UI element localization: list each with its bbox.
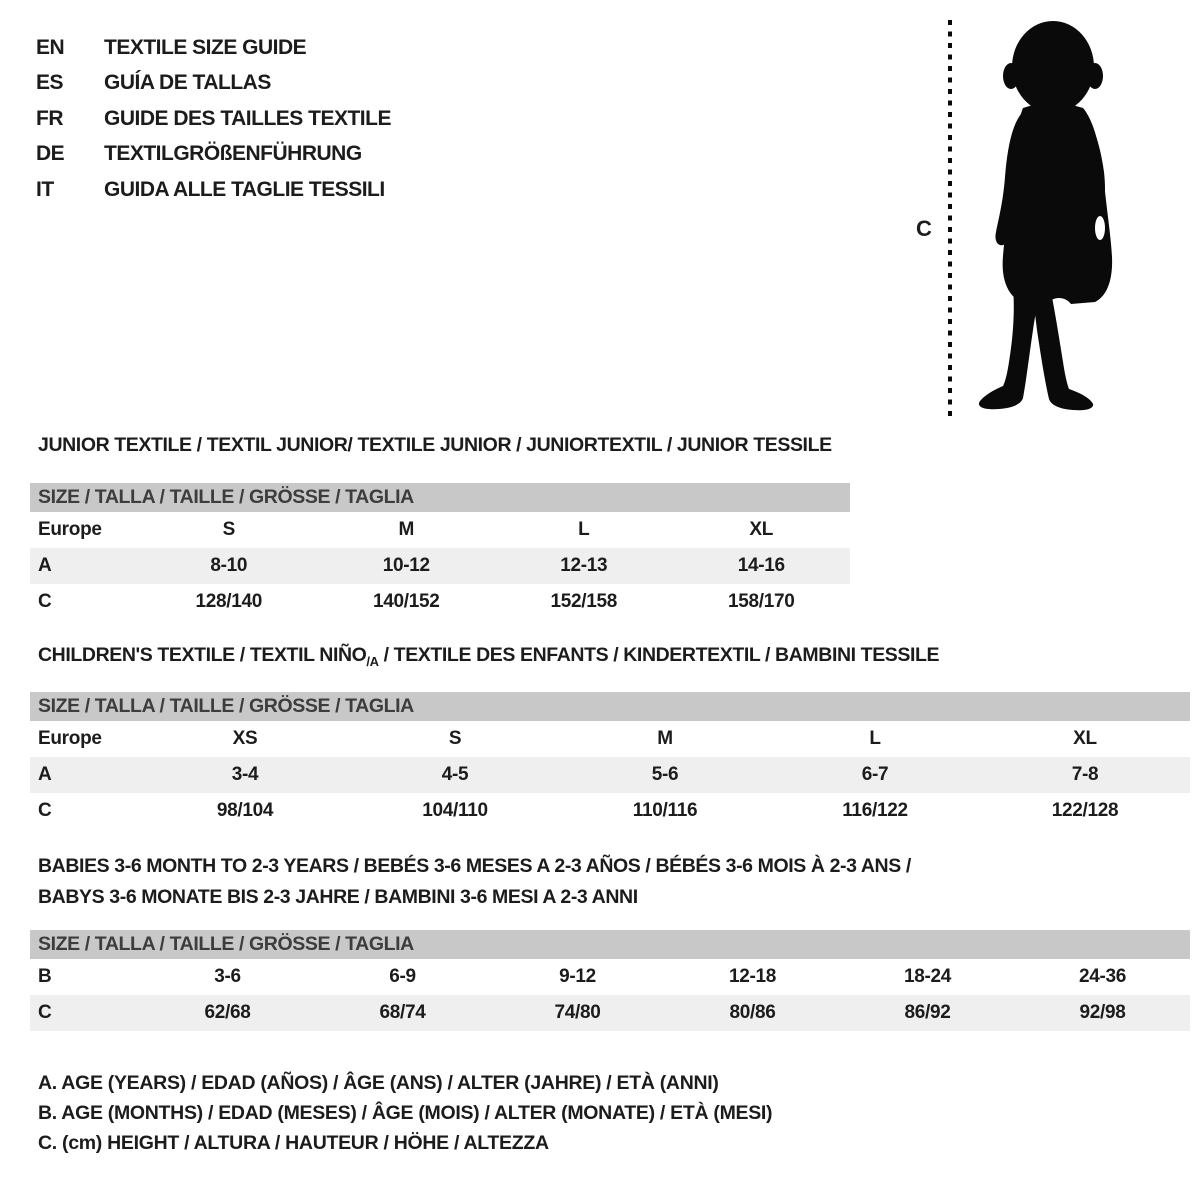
age-cell: 8-10	[210, 555, 248, 576]
children-section-title	[38, 644, 939, 669]
table-row	[30, 512, 850, 548]
language-code: FR	[36, 106, 63, 130]
language-code: EN	[36, 35, 65, 59]
babies-size-table	[30, 930, 1190, 1031]
row-label: C	[38, 1002, 52, 1023]
size-header-band: SIZE / TALLA / TAILLE / GRÖSSE / TAGLIA	[30, 692, 1190, 721]
table-row	[30, 584, 850, 620]
size-cell: M	[398, 519, 415, 540]
height-cell: 116/122	[842, 800, 908, 821]
junior-size-table	[30, 483, 850, 620]
children-title-prefix: CHILDREN'S TEXTILE / TEXTIL NIÑO	[38, 644, 367, 666]
age-cell: 12-18	[728, 966, 777, 987]
row-label: B	[38, 966, 52, 987]
height-cell: 68/74	[379, 1002, 426, 1023]
note-height-cm: C. (cm) HEIGHT / ALTURA / HAUTEUR / HÖHE / ALTEZZA	[38, 1132, 549, 1154]
language-row	[36, 137, 391, 173]
age-cell: 6-7	[861, 764, 889, 785]
guide-title: GUIDA ALLE TAGLIE TESSILI	[104, 177, 385, 201]
language-row	[36, 172, 391, 208]
table-row	[30, 548, 850, 584]
height-cell: 152/158	[550, 591, 618, 612]
language-code: IT	[36, 177, 54, 201]
height-cell: 110/116	[632, 800, 698, 821]
row-label: A	[38, 555, 52, 576]
size-header-band: SIZE / TALLA / TAILLE / GRÖSSE / TAGLIA	[30, 483, 850, 512]
language-title-list	[36, 30, 391, 208]
age-cell: 18-24	[903, 966, 952, 987]
age-cell: 4-5	[441, 764, 469, 785]
toddler-silhouette-icon	[933, 12, 1148, 422]
table-row	[30, 959, 1190, 995]
language-code: ES	[36, 71, 64, 95]
size-cell: S	[448, 728, 462, 749]
note-age-months: B. AGE (MONTHS) / EDAD (MESES) / ÂGE (MOIS) / ALTER (MONATE) / ETÀ (MESI)	[38, 1102, 773, 1124]
babies-section-title	[38, 851, 911, 913]
note-age-years: A. AGE (YEARS) / EDAD (AÑOS) / ÂGE (ANS) / ALTER (JAHRE) / ETÀ (ANNI)	[38, 1072, 719, 1094]
table-row	[30, 721, 1190, 757]
junior-section-title: JUNIOR TEXTILE / TEXTIL JUNIOR/ TEXTILE JUNIOR / JUNIORTEXTIL / JUNIOR TESSILE	[38, 434, 832, 456]
age-cell: 6-9	[389, 966, 416, 987]
size-cell: S	[222, 519, 235, 540]
babies-title-line2: BABYS 3-6 MONATE BIS 2-3 JAHRE / BAMBINI 3-6 MESI A 2-3 ANNI	[38, 886, 638, 908]
height-cell: 128/140	[195, 591, 263, 612]
table-row	[30, 793, 1190, 829]
guide-title: TEXTILE SIZE GUIDE	[104, 35, 307, 59]
row-label: Europe	[38, 519, 102, 540]
guide-title: GUIDE DES TAILLES TEXTILE	[104, 106, 391, 130]
children-size-table	[30, 692, 1190, 829]
size-cell: L	[578, 519, 590, 540]
legend-notes	[38, 1068, 772, 1158]
age-cell: 14-16	[737, 555, 785, 576]
age-cell: 9-12	[559, 966, 596, 987]
language-row	[36, 30, 391, 66]
size-header-band: SIZE / TALLA / TAILLE / GRÖSSE / TAGLIA	[30, 930, 1190, 959]
language-code: DE	[36, 142, 65, 166]
age-cell: 5-6	[651, 764, 679, 785]
age-cell: 10-12	[382, 555, 430, 576]
size-cell: XL	[749, 519, 774, 540]
age-cell: 24-36	[1078, 966, 1127, 987]
size-cell: XS	[232, 728, 258, 749]
height-cell: 62/68	[204, 1002, 251, 1023]
height-cell: 86/92	[904, 1002, 951, 1023]
children-title-suffix: / TEXTILE DES ENFANTS / KINDERTEXTIL / BAMBINI TESSILE	[378, 644, 940, 666]
height-cell: 158/170	[727, 591, 795, 612]
row-label: Europe	[38, 728, 102, 749]
table-row	[30, 757, 1190, 793]
age-cell: 12-13	[560, 555, 608, 576]
size-cell: M	[657, 728, 673, 749]
row-label: A	[38, 764, 52, 785]
guide-title: TEXTILGRÖßENFÜHRUNG	[104, 142, 362, 166]
size-cell: XL	[1073, 728, 1097, 749]
children-title-subscript: /A	[366, 653, 379, 669]
language-row	[36, 101, 391, 137]
babies-title-line1: BABIES 3-6 MONTH TO 2-3 YEARS / BEBÉS 3-6 MESES A 2-3 AÑOS / BÉBÉS 3-6 MOIS À 2-3 ANS /	[38, 855, 911, 877]
age-cell: 7-8	[1071, 764, 1099, 785]
table-row	[30, 995, 1190, 1031]
row-label: C	[38, 800, 52, 821]
height-measure-label: C	[916, 216, 932, 241]
age-cell: 3-4	[231, 764, 259, 785]
size-cell: L	[869, 728, 881, 749]
height-cell: 92/98	[1079, 1002, 1126, 1023]
age-cell: 3-6	[214, 966, 241, 987]
height-cell: 74/80	[554, 1002, 601, 1023]
row-label: C	[38, 591, 52, 612]
height-cell: 80/86	[729, 1002, 776, 1023]
height-cell: 104/110	[422, 800, 488, 821]
language-row	[36, 66, 391, 102]
height-cell: 122/128	[1051, 800, 1119, 821]
height-cell: 98/104	[216, 800, 274, 821]
guide-title: GUÍA DE TALLAS	[104, 71, 271, 95]
height-cell: 140/152	[372, 591, 440, 612]
